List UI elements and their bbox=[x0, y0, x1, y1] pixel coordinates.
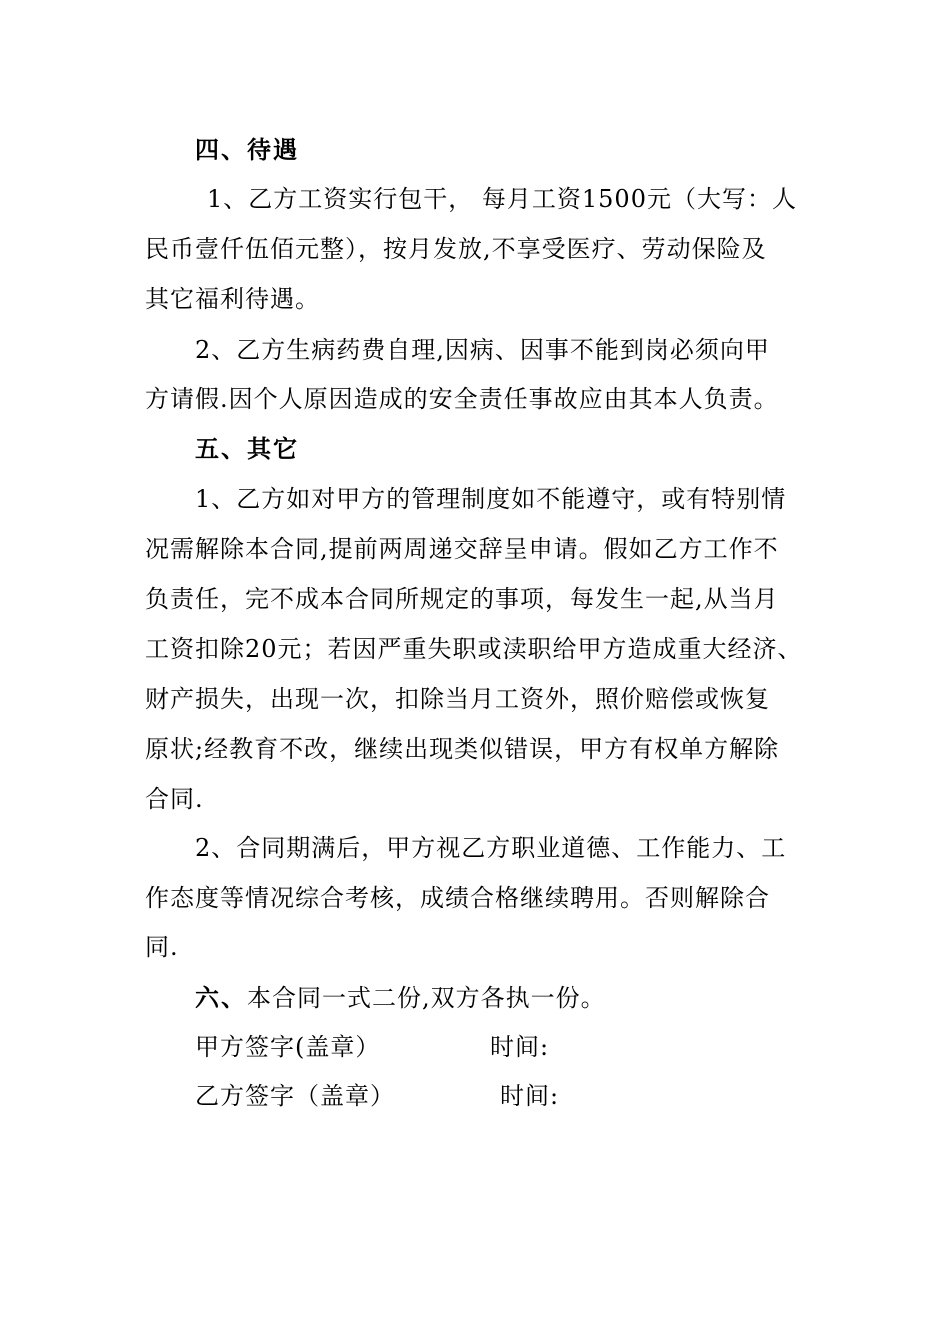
section-4-item-2-line-2: 方请假.因个人原因造成的安全责任事故应由其本人负责。 bbox=[145, 385, 779, 413]
section-4-item-1-line-2: 民币壹仟伍佰元整），按月发放,不享受医疗、劳动保险及 bbox=[145, 235, 767, 263]
party-b-time-label: 时间: bbox=[500, 1082, 560, 1110]
section-5-item-2-line-2: 作态度等情况综合考核，成绩合格继续聘用。否则解除合 bbox=[145, 884, 770, 912]
section-6-text: 本合同一式二份,双方各执一份。 bbox=[247, 984, 606, 1012]
section-5-item-1-line-2: 况需解除本合同,提前两周递交辞呈申请。假如乙方工作不 bbox=[145, 535, 779, 563]
party-a-time-label: 时间: bbox=[490, 1033, 550, 1061]
section-4-item-2-line-1: 2、乙方生病药费自理,因病、因事不能到岗必须向甲 bbox=[195, 336, 770, 364]
section-4-heading: 四、待遇 bbox=[195, 135, 299, 164]
section-6-heading: 六、 bbox=[195, 983, 247, 1012]
party-b-signature-label: 乙方签字（盖章） bbox=[195, 1082, 395, 1110]
section-5-item-1-line-4: 工资扣除20元；若因严重失职或渎职给甲方造成重大经济、 bbox=[145, 635, 803, 663]
section-4-item-1-line-1: 1、乙方工资实行包干， 每月工资1500元（大写：人 bbox=[207, 185, 797, 213]
section-5-item-1-line-3: 负责任，完不成本合同所规定的事项，每发生一起,从当月 bbox=[145, 585, 779, 613]
section-5-item-2-line-1: 2、合同期满后，甲方视乙方职业道德、工作能力、工 bbox=[195, 834, 787, 862]
section-5-item-1-line-6: 原状;经教育不改，继续出现类似错误，甲方有权单方解除 bbox=[145, 735, 780, 763]
section-5-item-1-line-5: 财产损失，出现一次，扣除当月工资外，照价赔偿或恢复 bbox=[145, 685, 770, 713]
section-4-item-1-line-3: 其它福利待遇。 bbox=[145, 285, 320, 313]
party-a-signature-label: 甲方签字(盖章） bbox=[195, 1033, 381, 1061]
section-5-item-1-line-1: 1、乙方如对甲方的管理制度如不能遵守，或有特别情 bbox=[195, 485, 787, 513]
section-5-item-2-line-3: 同. bbox=[145, 933, 179, 961]
section-5-item-1-line-7: 合同. bbox=[145, 785, 204, 813]
section-5-heading: 五、其它 bbox=[195, 434, 299, 463]
section-6-line bbox=[195, 983, 606, 1013]
